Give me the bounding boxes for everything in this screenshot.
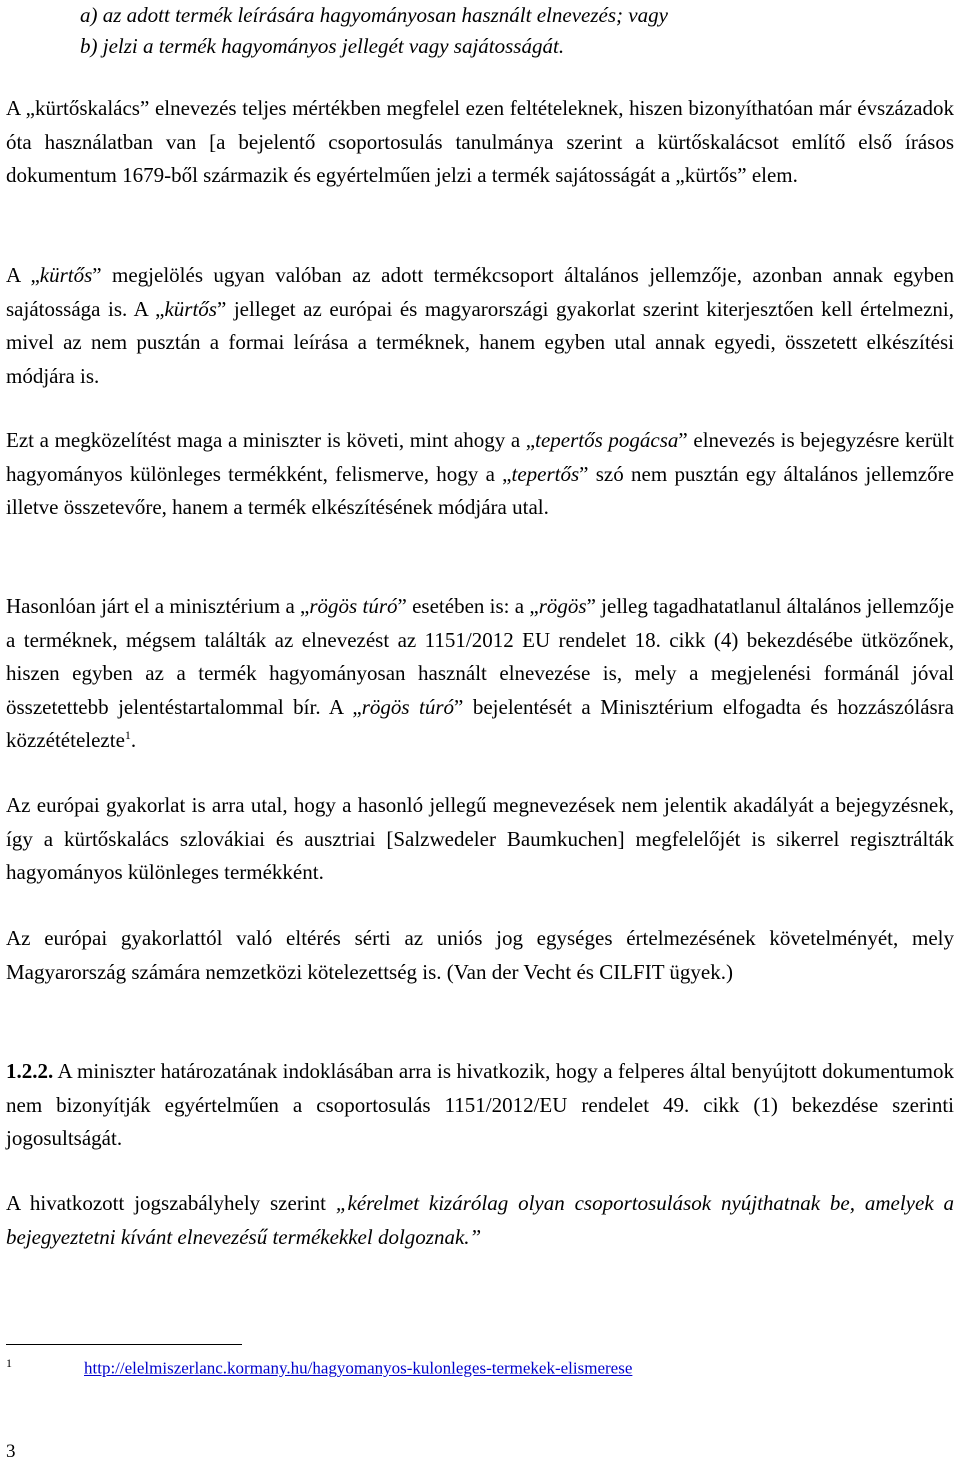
italic-term: rögös túró [361,694,455,719]
italic-term: tepertős pogácsa [535,428,679,452]
paragraph-kurtoskalacs-name: A „kürtőskalács” elnevezés teljes mértékben megfelel ezen feltételeknek, hiszen bizonyíthatóan már évszázadok óta használatban van [a bejelentő csoportosulás tanulmánya szerint a kürtőskalácsot említő első írásos dokumentum 1679-ből származik és egyértelműen jelzi a termék sajátosságát a „kürtős” elem. [6,96,954,187]
italic-term: kürtős [39,263,93,287]
footnote-number: 1 [6,1356,12,1370]
page-number: 3 [6,1441,16,1462]
text-run: A „ [6,263,40,287]
paragraph-section-1-2-2 [6,1055,954,1156]
italic-term: kürtős [164,296,217,321]
text-run: ” jelleg tagadhatatlanul általános jellemzője a terméknek, mégsem találták az elnevezést az 1151/2012 EU rendelet 18. cikk (4) bekezdésébe ütközőnek, hiszen egyben az a termék hagyományosan használt elnevezése is, mely a megjelenési formánál jóval összetettebb jelentéstartalommal bír. A „ [6,594,955,719]
italic-quote: „kérelmet kizárólag olyan csoportosulások nyújthatnak be, amelyek a bejegyeztetni kívánt elnevezésű termékekkel dolgoznak.” [6,1191,954,1249]
text-run: ” szó nem pusztán egy általános jellemzőre illetve összetevőre, hanem a termék elkészítésének módjára utal. [6,461,954,519]
text-run: ” elnevezés is bejegyzésre került hagyományos különleges termékként, felismerve, hogy a „ [6,428,955,486]
criteria-item-a: a) az adott termék leírására hagyományosan használt elnevezés; vagy [80,3,668,27]
italic-term: rögös [538,594,587,618]
text-run: ” megjelölés ugyan valóban az adott termékcsoport általános jellemzője, azonban annak egyben sajátossága is. A „ [6,263,954,321]
paragraph-legal-provision [6,1187,954,1254]
italic-term: tepertős [511,461,580,486]
text-run: ” bejelentését a Minisztérium elfogadta és hozzászólásra közzétételezte [6,694,954,752]
paragraph-rogos-turo [6,590,954,758]
text-run: Ezt a megközelítést maga a miniszter is követi, mint ahogy a „ [6,428,536,452]
section-number: 1.2.2. [6,1059,54,1083]
footnote-link[interactable]: http://elelmiszerlanc.kormany.hu/hagyomanyos-kulonleges-termekek-elismerese [84,1358,633,1378]
paragraph-tepertos-pogacsa [6,424,954,525]
text-run: Hasonlóan járt el a minisztérium a „ [6,594,310,618]
paragraph-eu-law-interpretation: Az európai gyakorlattól való eltérés sérti az uniós jog egységes értelmezésének követelményét, mely Magyarország számára nemzetközi kötelezettség is. (Van der Vecht és CILFIT ügyek.) [6,926,954,984]
text-run: A miniszter határozatának indoklásában arra is hivatkozik, hogy a felperes által benyújtott dokumentumok nem bizonyítják egyértelműen a csoportosulás 1151/2012/EU rendelet 49. cikk (1) bekezdése szerinti jogosultságát. [6,1059,954,1150]
criteria-list [80,0,940,62]
italic-term: rögös túró [309,594,398,618]
text-run: A hivatkozott jogszabályhely szerint [6,1191,336,1215]
text-run: ” jelleget az európai és magyarországi gyakorlat szerint kiterjesztően kell értelmezni, mivel az nem pusztán a formai leírása a terméknek, hanem egyben utal annak egyedi, összetett elkészítési módjára is. [6,296,954,388]
footnote-divider [6,1344,242,1345]
footnote [6,1352,632,1380]
footnote-reference[interactable]: 1 [124,728,131,742]
text-run: . [130,728,137,752]
paragraph-european-practice: Az európai gyakorlat is arra utal, hogy a hasonló jellegű megnevezések nem jelentik akadályát a bejegyzésnek, így a kürtőskalács szlovákiai és ausztriai [Salzwedeler Baumkuchen] megfelelőjét is sikerrel regisztrálták hagyományos különleges termékként. [6,793,954,884]
text-run: ” esetében is: a „ [397,594,539,618]
paragraph-kurtos-designation [6,259,954,393]
criteria-item-b: b) jelzi a termék hagyományos jellegét vagy sajátosságát. [80,34,565,58]
